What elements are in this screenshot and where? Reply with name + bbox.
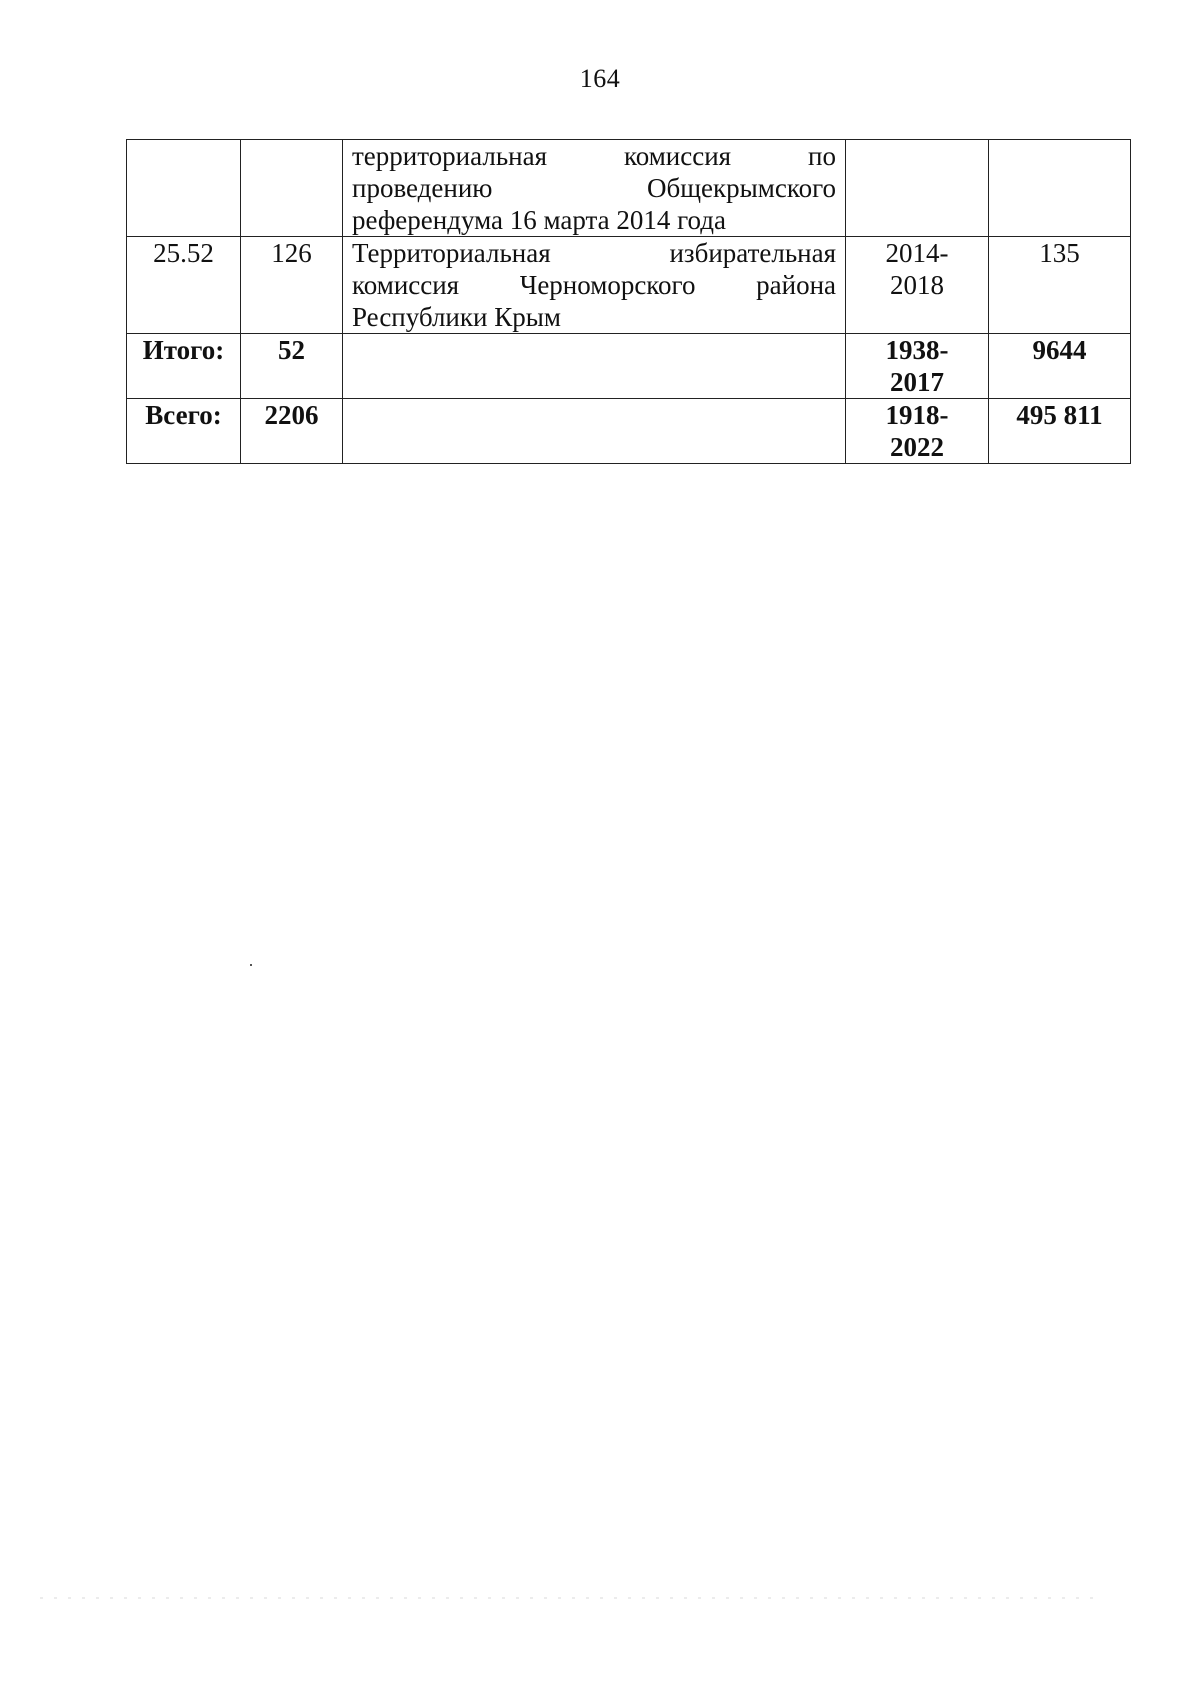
- table-row: [127, 237, 1131, 334]
- cell-units-count: [989, 140, 1131, 237]
- cell-fund-count: [241, 140, 343, 237]
- cell-years: [846, 140, 989, 237]
- table-row: [127, 140, 1131, 237]
- cell-years: 2014- 2018: [846, 237, 989, 334]
- cell-fund-name: территориальная комиссия по проведению Общекрымского референдума 16 марта 2014 года: [343, 140, 846, 237]
- archive-funds-table: [126, 139, 1131, 464]
- total-row: [127, 399, 1131, 464]
- cell-years: 1918- 2022: [846, 399, 989, 464]
- cell-units-count: 495 811: [989, 399, 1131, 464]
- scan-speck: [250, 964, 252, 966]
- cell-fund-count: 126: [241, 237, 343, 334]
- subtotal-row: [127, 334, 1131, 399]
- cell-fund-name: [343, 399, 846, 464]
- cell-fund-count: 52: [241, 334, 343, 399]
- cell-fund-count: 2206: [241, 399, 343, 464]
- cell-units-count: 9644: [989, 334, 1131, 399]
- scan-noise-line: [40, 1597, 1100, 1599]
- cell-index: [127, 140, 241, 237]
- page-number: 164: [579, 64, 621, 93]
- cell-fund-name: [343, 334, 846, 399]
- cell-years: 1938- 2017: [846, 334, 989, 399]
- cell-fund-name: Территориальная избирательная комиссия Черноморского района Республики Крым: [343, 237, 846, 334]
- cell-subtotal-label: Итого:: [127, 334, 241, 399]
- cell-index: 25.52: [127, 237, 241, 334]
- cell-total-label: Всего:: [127, 399, 241, 464]
- cell-units-count: 135: [989, 237, 1131, 334]
